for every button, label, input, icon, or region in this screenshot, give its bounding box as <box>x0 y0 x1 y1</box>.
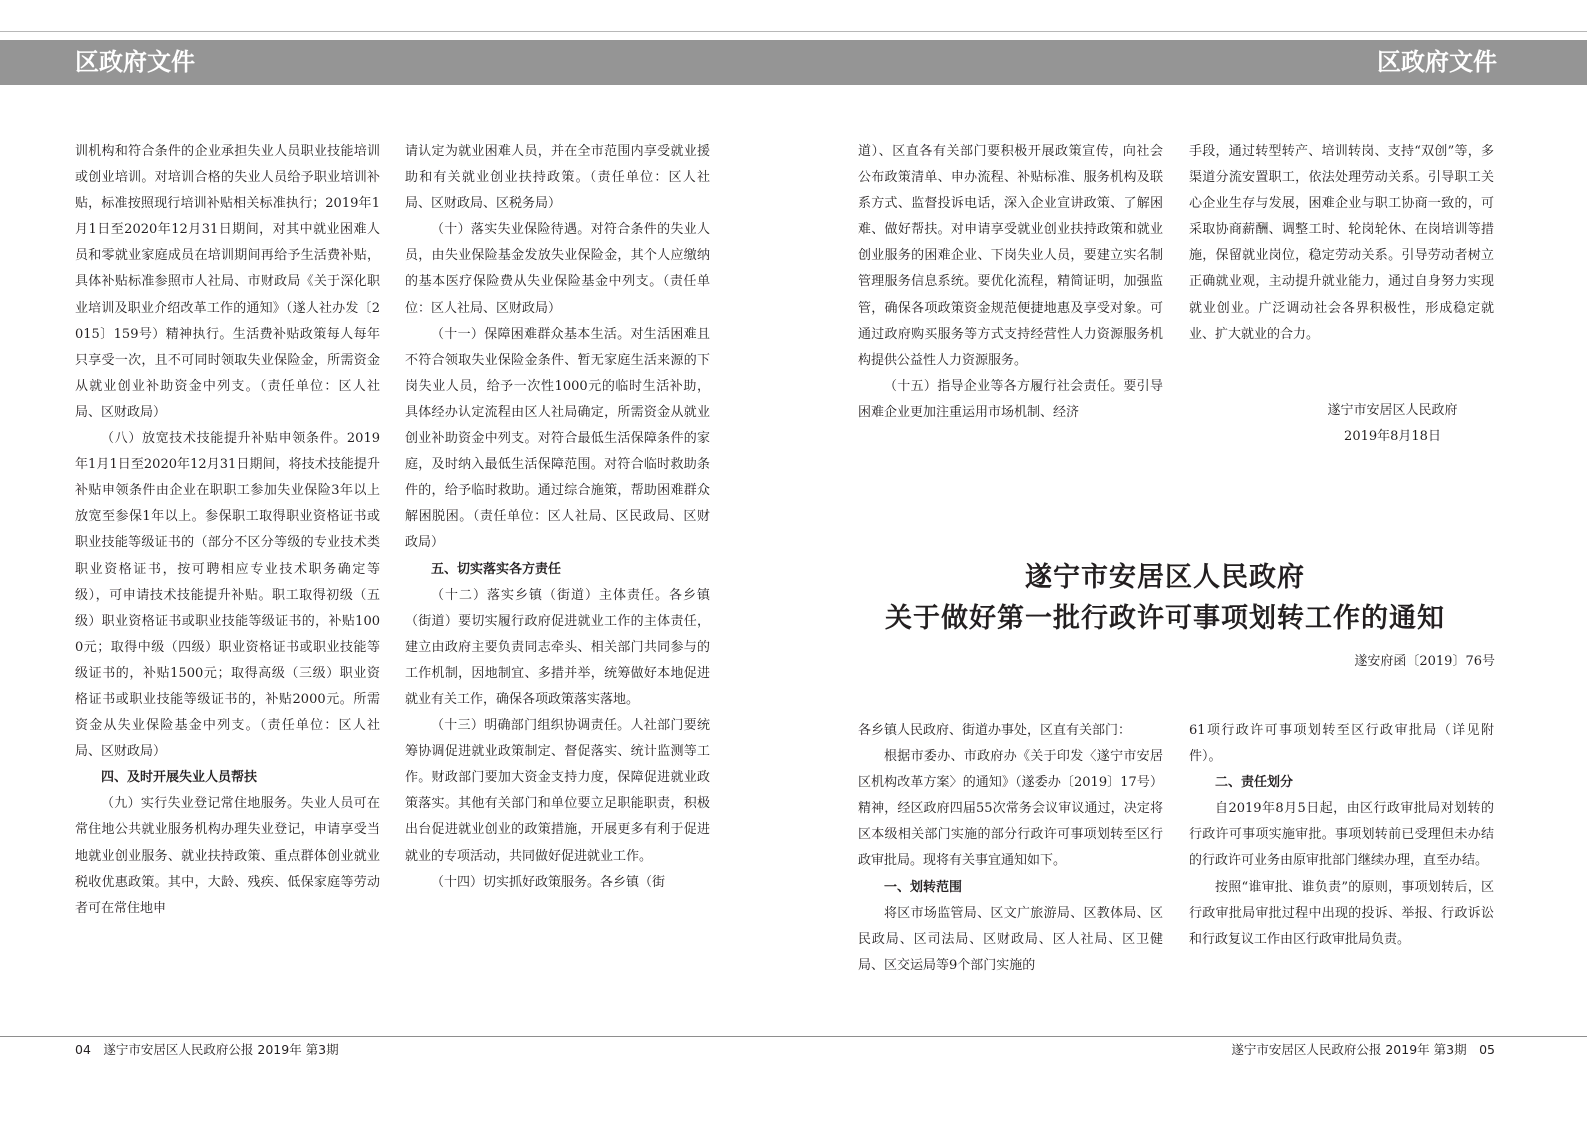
body-paragraph <box>1189 718 1494 770</box>
footer-right: 遂宁市安居区人民政府公报 2019年 第3期 05 <box>1231 1042 1495 1057</box>
paragraph-text: 按照“谁审批、谁负责”的原则，事项划转后，区行政审批局审批过程中出现的投诉、举报、行政诉讼和行政复议工作由区行政审批局负责。 <box>1189 879 1494 947</box>
notice-title-line-1: 遂宁市安居区人民政府 <box>1025 562 1305 593</box>
notice-title-line-2: 关于做好第一批行政许可事项划转工作的通知 <box>885 603 1445 634</box>
paragraph-text: 失业人员可在常住地公共就业服务机构办理失业登记，申请享受当地就业创业服务、就业扶持政策、重点群体创业就业税收优惠政策。其中，大龄、残疾、低保家庭等劳动者可在常住地申 <box>75 796 380 916</box>
paragraph-text: 道）、区直各有关部门要积极开展政策宣传，向社会公布政策清单、申办流程、补贴标准、服务机构及联系方式、监督投诉电话，深入企业宣讲政策、了解困难、做好帮扶。对申请享受就业创业扶持政策和就业创业服务的困难企业、下岗失业人员，要建立实名制管理服务信息系统。要优化流程，精简证明，加强监管，确保各项政策资金规范便捷地惠及享受对象。可通过政府购买服务等方式支持经营性人力资源服务机构提供公益性人力资源服务。 <box>858 144 1163 368</box>
subsection-lead: （十三）明确部门组织协调责任。 <box>431 718 631 734</box>
subsection-lead: （十）落实失业保险待遇。 <box>431 222 591 238</box>
paragraph-text: 自2019年8月5日起，由区行政审批局对划转的行政许可事项实施审批。事项划转前已受理但未办结的行政许可业务由原审批部门继续办理，直至办结。 <box>1189 801 1494 869</box>
paragraph-text: 对符合条件的失业人员，由失业保险基金发放失业保险金，其个人应缴纳的基本医疗保险费从失业保险基金中列支。（责任单位：区人社局、区财政局） <box>405 222 710 316</box>
body-paragraph <box>858 374 1163 426</box>
footer-rule <box>0 1036 1587 1037</box>
body-paragraph <box>75 791 380 921</box>
header-title-right: 区政府文件 <box>1377 48 1497 76</box>
body-paragraph <box>405 217 710 321</box>
left-page-column-1 <box>75 139 380 922</box>
right-page-column-2 <box>1189 139 1494 348</box>
section-heading: 五、切实落实各方责任 <box>431 561 562 577</box>
body-paragraph <box>858 744 1163 874</box>
subsection-lead: （十二）落实乡镇（街道）主体责任。 <box>431 587 669 603</box>
notice-column-2 <box>1189 718 1494 953</box>
body-paragraph <box>405 322 710 557</box>
notice-doc-number: 遂安府函〔2019〕76号 <box>1354 654 1495 669</box>
header-title-left: 区政府文件 <box>75 48 195 76</box>
body-paragraph <box>405 870 710 896</box>
subsection-lead: （十五）指导企业等各方履行社会责任。 <box>884 378 1124 394</box>
paragraph-text: 各乡镇人民政府、街道办事处，区直有关部门： <box>858 723 1132 738</box>
body-paragraph <box>858 718 1163 744</box>
body-paragraph <box>75 426 380 765</box>
body-paragraph <box>75 139 380 426</box>
signature-date: 2019年8月18日 <box>1344 429 1441 444</box>
paragraph-text: 根据市委办、市政府办《关于印发〈遂宁市安居区机构改革方案〉的通知》（遂委办〔2019〕17号）精神，经区政府四届55次常务会议审议通过，决定将区本级相关部门实施的部分行政许可事项划转至区行政审批局。现将有关事宜通知如下。 <box>858 749 1163 869</box>
body-paragraph <box>405 139 710 217</box>
notice-column-1 <box>858 718 1163 979</box>
paragraph-text: 对生活困难且不符合领取失业保险金条件、暂无家庭生活来源的下岗失业人员，给予一次性1000元的临时生活补助，具体经办认定流程由区人社局确定，所需资金从就业创业补助资金中列支。对符合最低生活保障条件的家庭，及时纳入最低生活保障范围。对符合临时救助条件的，给予临时救助。通过综合施策，帮助困难群众解困脱困。（责任单位：区人社局、区民政局、区财政局） <box>405 326 710 551</box>
body-paragraph <box>1189 796 1494 874</box>
paragraph-text: 各乡镇（街道）要切实履行政府促进就业工作的主体责任，建立由政府主要负责同志牵头、相关部门共同参与的工作机制，因地制宜、多措并举，统筹做好本地促进就业有关工作，确保各项政策落实落地。 <box>405 587 710 707</box>
paragraph-text: 各乡镇（街 <box>600 874 666 890</box>
section-heading: 四、及时开展失业人员帮扶 <box>101 770 258 786</box>
signature-org: 遂宁市安居区人民政府 <box>1327 403 1458 418</box>
paragraph-text: 要引导困难企业更加注重运用市场机制、经济 <box>858 378 1163 420</box>
section-heading: 二、责任划分 <box>1215 775 1294 791</box>
paragraph-text: 61项行政许可事项划转至区行政审批局（详见附件）。 <box>1189 723 1494 765</box>
header-bar <box>0 40 1587 85</box>
paragraph-text: 请认定为就业困难人员，并在全市范围内享受就业援助和有关就业创业扶持政策。（责任单位：区人社局、区财政局、区税务局） <box>405 144 710 212</box>
subsection-lead: （九）实行失业登记常住地服务。 <box>101 796 301 812</box>
subsection-lead: （十四）切实抓好政策服务。 <box>431 874 601 890</box>
body-paragraph <box>1189 139 1494 348</box>
right-page-column-1 <box>858 139 1163 426</box>
section-heading: 一、划转范围 <box>884 879 963 895</box>
body-paragraph <box>858 139 1163 374</box>
body-paragraph <box>858 901 1163 979</box>
footer-left: 04 遂宁市安居区人民政府公报 2019年 第3期 <box>75 1042 339 1057</box>
paragraph-text: 2019年1月1日至2020年12月31日期间，将技术技能提升补贴申领条件由企业在职职工参加失业保险3年以上放宽至参保1年以上。参保职工取得职业资格证书或职业技能等级证书的（部分不区分等级的专业技术类职业资格证书，按可聘相应专业技术职务确定等级），可申请技术技能提升补贴。职工取得初级（五级）职业资格证书或职业技能等级证书的，补贴1000元；取得中级（四级）职业资格证书或职业技能等级证书的，补贴1500元；取得高级（三级）职业资格证书或职业技能等级证书的，补贴2000元。所需资金从失业保险基金中列支。（责任单位：区人社局、区财政局） <box>75 431 380 760</box>
body-paragraph <box>405 713 710 870</box>
subsection-lead: （八）放宽技术技能提升补贴申领条件。 <box>101 431 347 447</box>
body-paragraph <box>405 583 710 713</box>
subsection-lead: （十一）保障困难群众基本生活。 <box>431 326 631 342</box>
paragraph-text: 人社部门要统筹协调促进就业政策制定、督促落实、统计监测等工作。财政部门要加大资金支持力度，保障促进就业政策落实。其他有关部门和单位要立足职能职责，积极出台促进就业创业的政策措施，开展更多有利于促进就业的专项活动，共同做好促进就业工作。 <box>405 718 710 864</box>
paragraph-text: 将区市场监管局、区文广旅游局、区教体局、区民政局、区司法局、区财政局、区人社局、区卫健局、区交运局等9个部门实施的 <box>858 905 1163 973</box>
left-page-column-2 <box>405 139 710 896</box>
body-paragraph <box>1189 875 1494 953</box>
paragraph-text: 训机构和符合条件的企业承担失业人员职业技能培训或创业培训。对培训合格的失业人员给予职业培训补贴，标准按照现行培训补贴相关标准执行；2019年1月1日至2020年12月31日期间，对其中就业困难人员和零就业家庭成员在培训期间再给予生活费补贴，具体补贴标准参照市人社局、市财政局《关于深化职业培训及职业介绍改革工作的通知》（遂人社办发〔2015〕159号）精神执行。生活费补贴政策每人每年只享受一次，且不可同时领取失业保险金，所需资金从就业创业补助资金中列支。（责任单位：区人社局、区财政局） <box>75 144 380 420</box>
paragraph-text: 手段，通过转型转产、培训转岗、支持“双创”等，多渠道分流安置职工，依法处理劳动关系。引导职工关心企业生存与发展，困难企业与职工协商一致的，可采取协商薪酬、调整工时、轮岗轮休、在岗培训等措施，保留就业岗位，稳定劳动关系。引导劳动者树立正确就业观，主动提升就业能力，通过自身努力实现就业创业。广泛调动社会各界积极性，形成稳定就业、扩大就业的合力。 <box>1189 144 1494 342</box>
top-rule <box>0 31 1587 32</box>
